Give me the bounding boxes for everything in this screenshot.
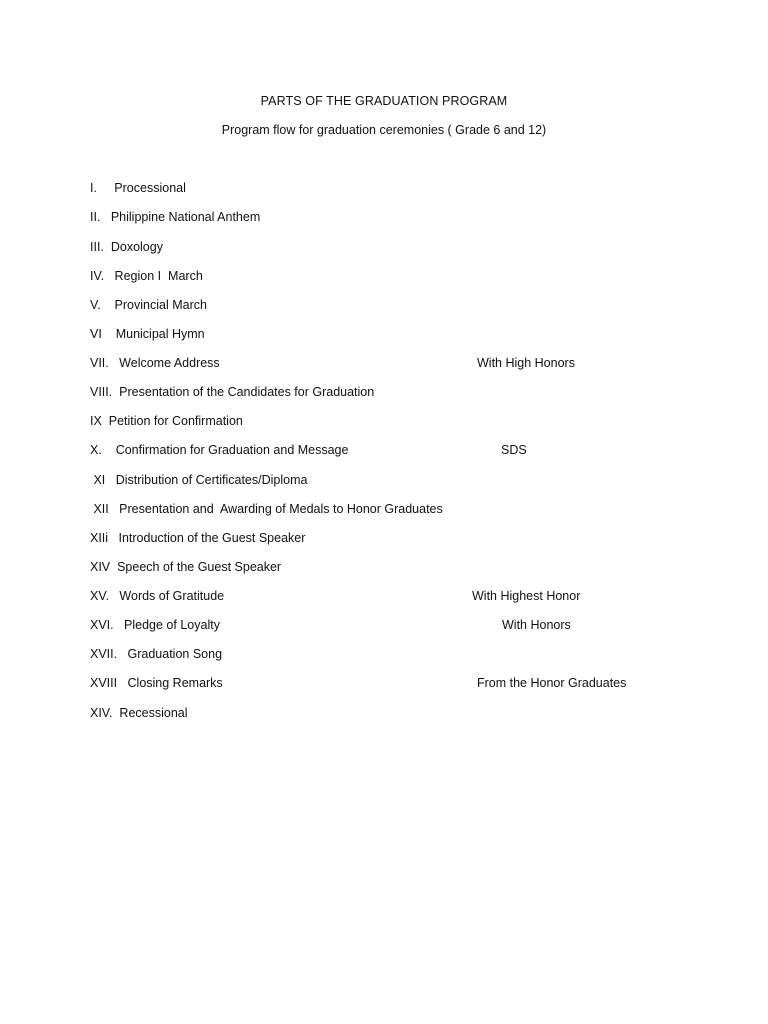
- program-item: [0, 210, 768, 230]
- program-item-text: XV. Words of Gratitude: [90, 589, 225, 603]
- program-item-right-note: With Highest Honor: [472, 589, 581, 603]
- program-item-text: XVII. Graduation Song: [90, 647, 223, 661]
- program-item: [0, 560, 768, 580]
- program-item-right-note: With High Honors: [477, 356, 575, 370]
- program-item: [0, 181, 768, 201]
- program-item-text: VIII. Presentation of the Candidates for Graduation: [90, 385, 375, 399]
- program-item: [0, 385, 768, 405]
- program-item-text: IV. Region I March: [90, 269, 203, 283]
- program-item: [0, 269, 768, 289]
- document-title: PARTS OF THE GRADUATION PROGRAM: [260, 94, 508, 108]
- program-item: [0, 647, 768, 667]
- program-item: [0, 298, 768, 318]
- program-item-text: XVI. Pledge of Loyalty: [90, 618, 220, 632]
- program-item-text: VI Municipal Hymn: [90, 327, 205, 341]
- program-item: [0, 589, 768, 609]
- program-item: [0, 443, 768, 463]
- program-item-right-note: SDS: [501, 443, 527, 457]
- program-item: [0, 327, 768, 347]
- program-item: [0, 676, 768, 696]
- program-item: [0, 414, 768, 434]
- program-item-text: VII. Welcome Address: [90, 356, 220, 370]
- program-item-text: I. Processional: [90, 181, 186, 195]
- program-item: [0, 240, 768, 260]
- program-item: [0, 502, 768, 522]
- program-item-text: XI Distribution of Certificates/Diploma: [90, 473, 308, 487]
- program-item-text: IX Petition for Confirmation: [90, 414, 243, 428]
- program-item: [0, 706, 768, 726]
- program-item: [0, 531, 768, 551]
- document-subtitle: Program flow for graduation ceremonies ( Grade 6 and 12): [221, 123, 547, 137]
- program-item-right-note: With Honors: [502, 618, 571, 632]
- program-item: [0, 618, 768, 638]
- program-item-text: XVIII Closing Remarks: [90, 676, 223, 690]
- program-item-text: III. Doxology: [90, 240, 163, 254]
- program-item-text: XIV Speech of the Guest Speaker: [90, 560, 282, 574]
- program-item-right-note: From the Honor Graduates: [477, 676, 627, 690]
- program-item-text: XIIi Introduction of the Guest Speaker: [90, 531, 306, 545]
- program-item: [0, 473, 768, 493]
- program-item: [0, 356, 768, 376]
- program-item-text: V. Provincial March: [90, 298, 207, 312]
- program-item-text: XIV. Recessional: [90, 706, 188, 720]
- program-item-text: II. Philippine National Anthem: [90, 210, 261, 224]
- program-item-text: X. Confirmation for Graduation and Message: [90, 443, 349, 457]
- program-item-text: XII Presentation and Awarding of Medals to Honor Graduates: [90, 502, 443, 516]
